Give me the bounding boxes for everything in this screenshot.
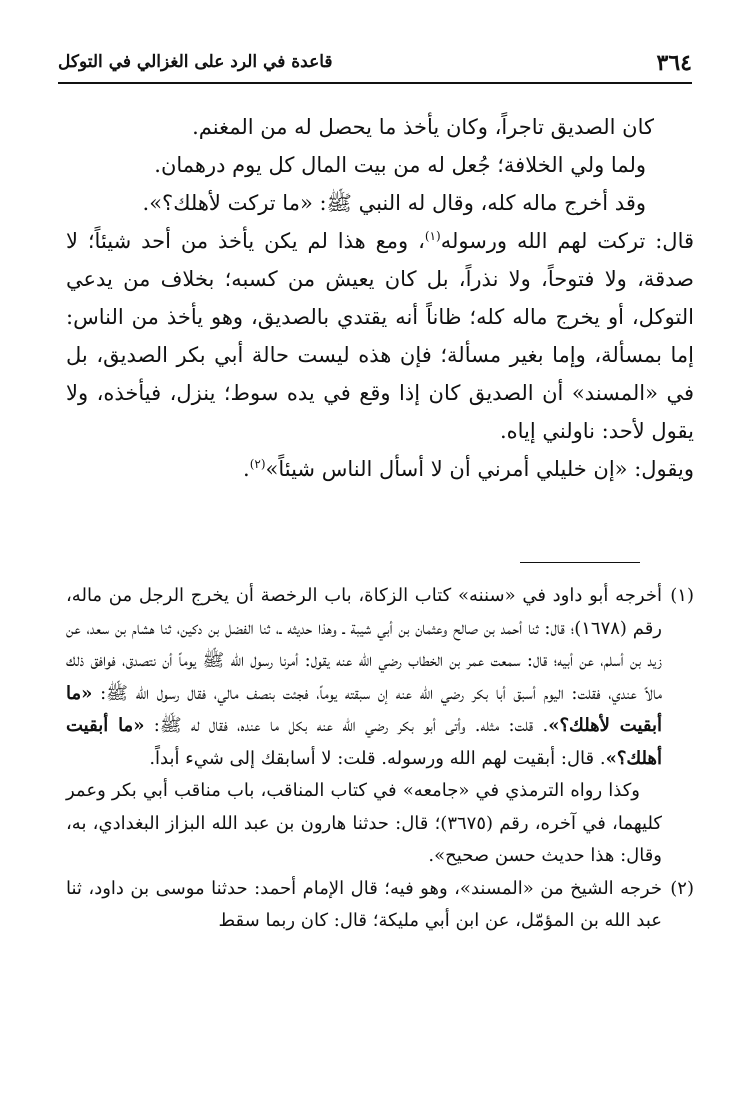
paragraph-5-text: ويقول: «إن خليلي أمرني أن لا أسأل الناس شيئاً» — [265, 457, 694, 481]
footnotes — [66, 580, 694, 938]
footnote-1-text-3: . قال: أبقيت لهم الله ورسوله. قلت: لا أسابقك إلى شيء أبداً. — [149, 747, 606, 769]
footnote-1-text-2: . قلت: مثله. وأتى أبو بكر رضي الله عنه بكل ما عنده، فقال له ﷺ: — [144, 715, 549, 736]
footnote-separator — [520, 562, 640, 563]
paragraph-4 — [66, 222, 694, 450]
paragraph-5 — [66, 450, 694, 488]
footnote-ref-1[interactable]: (١) — [424, 229, 441, 243]
footnote-1-quote-1: «ما أبقيت لأهلك؟» — [66, 682, 662, 736]
footnote-2 — [66, 873, 694, 938]
paragraph-5-end: . — [243, 457, 250, 481]
paragraph-2: ولما ولي الخلافة؛ جُعل له من بيت المال كل يوم درهمان. — [154, 153, 646, 177]
paragraph-4-rest: ، ومع هذا لم يكن يأخذ من أحد شيئاً؛ لا صدقة، ولا فتوحاً، ولا نذراً، بل كان يعيش من كسبه؛ بخلاف من يدعي التوكل، أو يخرج ماله كله؛ ظاناً أنه يقتدي بالصديق، وهو يأخذ من الناس: إما بمسألة، وإما بغير مسألة؛ فإن هذه ليست حالة أبي بكر الصديق، بل في «المسند» أن الصديق كان إذا وقع في يده سوط؛ ينزل، فيأخذه، ولا يقول لأحد: ناولني إياه. — [66, 229, 694, 443]
main-text — [66, 108, 694, 488]
footnote-2-text: خرجه الشيخ من «المسند»، وهو فيه؛ قال الإمام أحمد: حدثنا موسى بن داود، ثنا عبد الله بن المؤمّل، عن ابن أبي مليكة؛ قال: كان ربما سقط — [66, 877, 662, 931]
footnote-1-text: أخرجه أبو داود في «سننه» كتاب الزكاة، باب الرخصة أن يخرج الرجل من ماله، رقم (١٦٧٨)؛ قال: ثنا أحمد بن صالح وعثمان بن أبي شيبة ـ وهذا حديثه ـ، ثنا الفضل بن دكين، ثنا هشام بن سعد، عن زيد بن أسلم، عن أبيه؛ قال: سمعت عمر بن الخطاب رضي الله عنه يقول: أمرنا رسول الله ﷺ يوماً أن نتصدق، فوافق ذلك مالاً عندي، فقلت: اليوم أسبق أبا بكر رضي الله عنه إن سبقته يوماً، فجئت بنصف مالي، فقال رسول الله ﷺ: — [66, 585, 662, 704]
footnote-1-quote-2: «ما أبقيت أهلك؟» — [66, 715, 662, 769]
footnote-1 — [66, 580, 694, 775]
paragraph-4-start: قال: تركت لهم الله ورسوله — [440, 229, 695, 253]
header-rule — [58, 82, 692, 84]
footnote-1-marker: (١) — [670, 585, 694, 606]
footnote-ref-2[interactable]: (٢) — [249, 457, 266, 471]
running-title: قاعدة في الرد على الغزالي في التوكل — [58, 52, 333, 72]
page-number: ٣٦٤ — [656, 50, 692, 76]
page-header — [58, 40, 692, 80]
footnote-2-marker: (٢) — [670, 877, 694, 899]
paragraph-1: كان الصديق تاجراً، وكان يأخذ ما يحصل له من المغنم. — [192, 115, 654, 139]
footnote-1-paragraph-2: وكذا رواه الترمذي في «جامعه» في كتاب المناقب، باب مناقب أبي بكر وعمر كليهما، في آخره، رقم (٣٦٧٥)؛ قال: حدثنا هارون بن عبد الله البزاز البغدادي، به، وقال: هذا حديث حسن صحيح». — [66, 780, 662, 866]
paragraph-3: وقد أخرج ماله كله، وقال له النبي ﷺ: «ما تركت لأهلك؟». — [142, 191, 646, 215]
